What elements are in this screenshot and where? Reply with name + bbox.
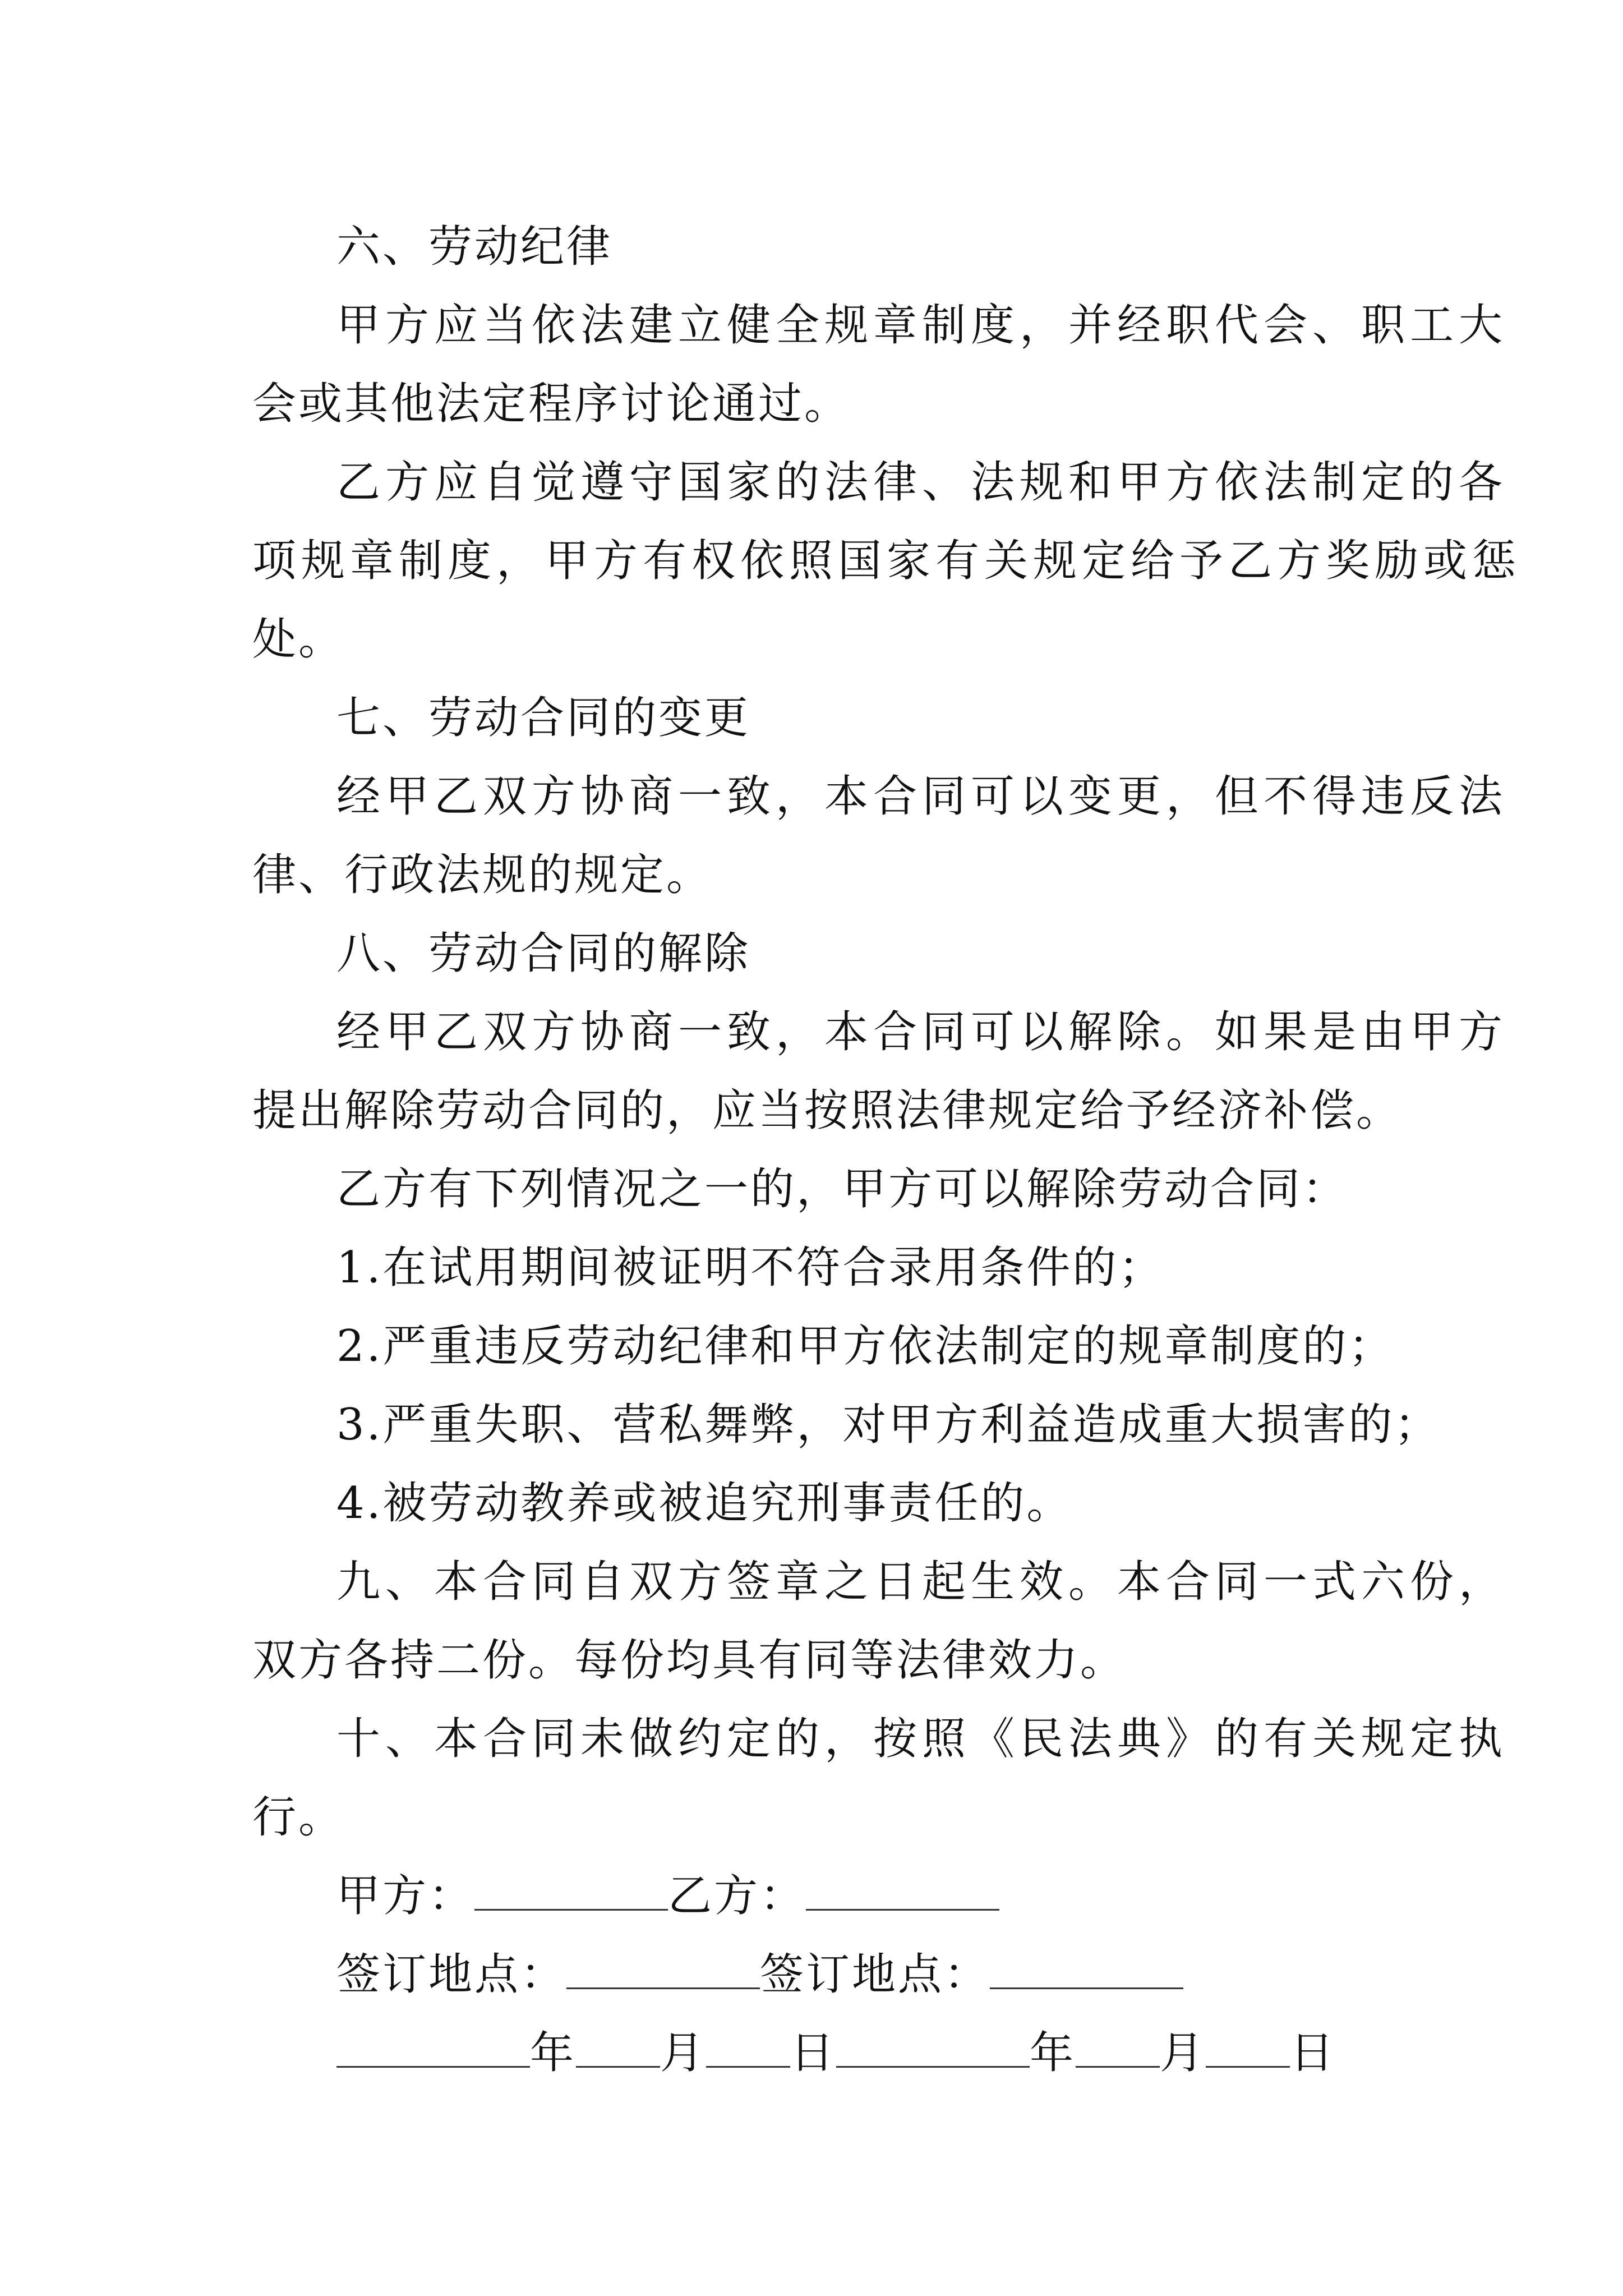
day-b-blank[interactable] <box>1206 2027 1290 2068</box>
section-heading-contract-termination: 八、劳动合同的解除 <box>336 928 751 979</box>
signature-parties-row <box>252 1857 1380 1935</box>
signature-place-row <box>252 1935 1380 2014</box>
paragraph-line: 行。 <box>252 1792 345 1843</box>
paragraph-line: 乙方应自觉遵守国家的法律、法规和甲方依法制定的各 <box>336 457 1508 508</box>
contract-body <box>252 208 1521 2092</box>
year-a-label: 年 <box>530 2028 577 2078</box>
year-a-blank[interactable] <box>336 2027 530 2068</box>
party-a-label: 甲方： <box>336 1871 475 1921</box>
paragraph-line: 会或其他法定程序讨论通过。 <box>252 379 851 429</box>
month-b-blank[interactable] <box>1076 2027 1160 2068</box>
paragraph-line: 项规章制度，甲方有权依照国家有关规定给予乙方奖励或惩 <box>252 536 1521 586</box>
paragraph-line: 九、本合同自双方签章之日起生效。本合同一式六份， <box>336 1557 1508 1607</box>
day-a-blank[interactable] <box>706 2027 790 2068</box>
month-b-label: 月 <box>1160 2028 1206 2078</box>
section-heading-contract-change: 七、劳动合同的变更 <box>336 693 751 743</box>
place-a-blank[interactable] <box>566 1948 760 1989</box>
place-a-label: 签订地点： <box>336 1949 567 2000</box>
list-item: 1.在试用期间被证明不符合录用条件的； <box>336 1243 1165 1293</box>
party-a-blank[interactable] <box>474 1870 668 1911</box>
signature-date-row <box>252 2014 1380 2092</box>
month-a-blank[interactable] <box>576 2027 660 2068</box>
place-b-blank[interactable] <box>990 1948 1183 1989</box>
year-b-blank[interactable] <box>836 2027 1030 2068</box>
list-item: 2.严重违反劳动纪律和甲方依法制定的规章制度的； <box>336 1321 1395 1372</box>
place-b-label: 签订地点： <box>760 1949 990 2000</box>
paragraph-line: 经甲乙双方协商一致，本合同可以解除。如果是由甲方 <box>336 1007 1508 1057</box>
day-b-label: 日 <box>1290 2028 1336 2078</box>
day-a-label: 日 <box>790 2028 837 2078</box>
paragraph-line: 乙方有下列情况之一的，甲方可以解除劳动合同： <box>336 1164 1349 1214</box>
paragraph-line: 双方各持二份。每份均具有同等法律效力。 <box>252 1635 1127 1686</box>
party-b-label: 乙方： <box>668 1871 806 1921</box>
list-item: 4.被劳动教养或被追究刑事责任的。 <box>336 1478 1073 1529</box>
list-item: 3.严重失职、营私舞弊，对甲方利益造成重大损害的； <box>336 1400 1441 1450</box>
party-b-blank[interactable] <box>806 1870 999 1911</box>
paragraph-line: 甲方应当依法建立健全规章制度，并经职代会、职工大 <box>336 300 1508 351</box>
paragraph-line: 十、本合同未做约定的，按照《民法典》的有关规定执 <box>336 1714 1508 1764</box>
month-a-label: 月 <box>660 2028 707 2078</box>
paragraph-line: 律、行政法规的规定。 <box>252 850 713 900</box>
paragraph-line: 经甲乙双方协商一致，本合同可以变更，但不得违反法 <box>336 771 1508 822</box>
year-b-label: 年 <box>1030 2028 1076 2078</box>
section-heading-discipline: 六、劳动纪律 <box>336 222 613 272</box>
paragraph-line: 处。 <box>252 614 345 665</box>
paragraph-line: 提出解除劳动合同的，应当按照法律规定给予经济补偿。 <box>252 1085 1403 1136</box>
